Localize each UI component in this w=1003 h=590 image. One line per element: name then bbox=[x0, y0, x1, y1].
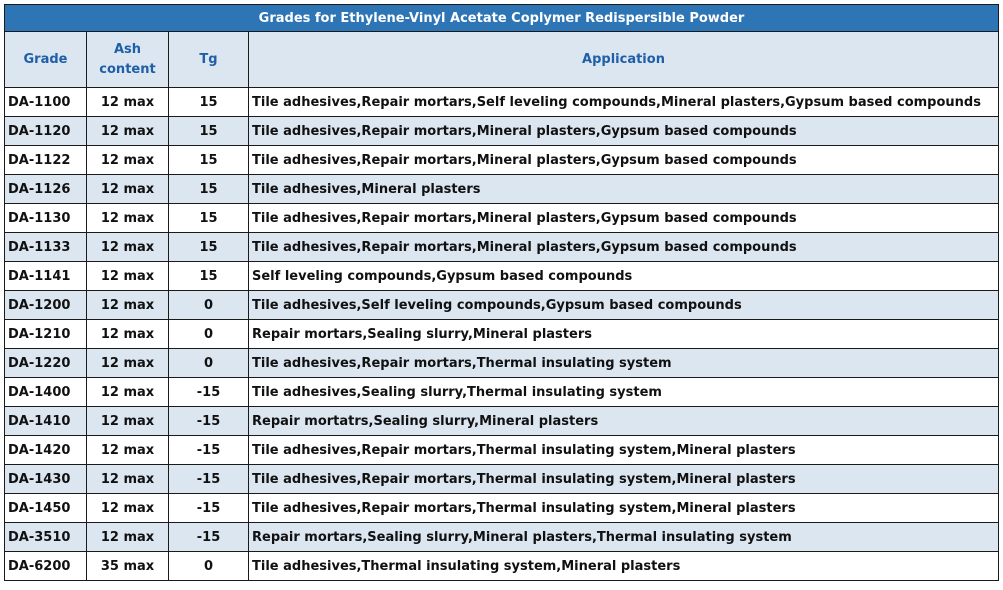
header-ash-line2: content bbox=[99, 61, 156, 77]
table-row bbox=[5, 465, 999, 494]
header-tg: Tg bbox=[169, 32, 249, 88]
cell-tg: -15 bbox=[169, 494, 249, 523]
cell-ash-content: 12 max bbox=[87, 88, 169, 117]
cell-application: Tile adhesives,Mineral plasters bbox=[249, 175, 999, 204]
table-row bbox=[5, 436, 999, 465]
cell-grade: DA-1220 bbox=[5, 349, 87, 378]
cell-application: Repair mortars,Sealing slurry,Mineral plasters bbox=[249, 320, 999, 349]
cell-application: Tile adhesives,Repair mortars,Mineral plasters,Gypsum based compounds bbox=[249, 146, 999, 175]
cell-tg: 15 bbox=[169, 175, 249, 204]
cell-tg: 15 bbox=[169, 88, 249, 117]
cell-tg: 0 bbox=[169, 552, 249, 581]
cell-grade: DA-1210 bbox=[5, 320, 87, 349]
cell-grade: DA-1133 bbox=[5, 233, 87, 262]
cell-ash-content: 12 max bbox=[87, 494, 169, 523]
table-row bbox=[5, 233, 999, 262]
cell-ash-content: 12 max bbox=[87, 262, 169, 291]
cell-application: Repair mortars,Sealing slurry,Mineral plasters,Thermal insulating system bbox=[249, 523, 999, 552]
cell-ash-content: 12 max bbox=[87, 204, 169, 233]
header-grade: Grade bbox=[5, 32, 87, 88]
cell-application: Tile adhesives,Repair mortars,Mineral plasters,Gypsum based compounds bbox=[249, 117, 999, 146]
cell-tg: -15 bbox=[169, 378, 249, 407]
table-row bbox=[5, 175, 999, 204]
table-row bbox=[5, 349, 999, 378]
cell-ash-content: 12 max bbox=[87, 291, 169, 320]
cell-application: Tile adhesives,Repair mortars,Thermal insulating system,Mineral plasters bbox=[249, 436, 999, 465]
cell-tg: -15 bbox=[169, 436, 249, 465]
table-row bbox=[5, 552, 999, 581]
cell-ash-content: 12 max bbox=[87, 175, 169, 204]
table-row bbox=[5, 262, 999, 291]
cell-ash-content: 12 max bbox=[87, 349, 169, 378]
cell-tg: -15 bbox=[169, 407, 249, 436]
cell-tg: 0 bbox=[169, 320, 249, 349]
cell-ash-content: 12 max bbox=[87, 146, 169, 175]
header-application: Application bbox=[249, 32, 999, 88]
table-row bbox=[5, 407, 999, 436]
table-title: Grades for Ethylene-Vinyl Acetate Coplymer Redispersible Powder bbox=[5, 5, 999, 32]
cell-grade: DA-1400 bbox=[5, 378, 87, 407]
header-ash-line1: Ash bbox=[113, 41, 142, 57]
cell-grade: DA-3510 bbox=[5, 523, 87, 552]
table-header-row bbox=[5, 32, 999, 88]
cell-ash-content: 12 max bbox=[87, 465, 169, 494]
cell-grade: DA-1141 bbox=[5, 262, 87, 291]
table-row bbox=[5, 378, 999, 407]
cell-tg: 15 bbox=[169, 262, 249, 291]
cell-application: Tile adhesives,Repair mortars,Thermal insulating system,Mineral plasters bbox=[249, 465, 999, 494]
cell-application: Tile adhesives,Repair mortars,Thermal insulating system,Mineral plasters bbox=[249, 494, 999, 523]
cell-tg: 15 bbox=[169, 233, 249, 262]
table-row bbox=[5, 494, 999, 523]
cell-grade: DA-1120 bbox=[5, 117, 87, 146]
cell-tg: 0 bbox=[169, 291, 249, 320]
cell-ash-content: 12 max bbox=[87, 378, 169, 407]
cell-tg: -15 bbox=[169, 465, 249, 494]
cell-application: Tile adhesives,Repair mortars,Self leveling compounds,Mineral plasters,Gypsum based compounds bbox=[249, 88, 999, 117]
cell-application: Tile adhesives,Sealing slurry,Thermal insulating system bbox=[249, 378, 999, 407]
cell-grade: DA-1410 bbox=[5, 407, 87, 436]
cell-ash-content: 35 max bbox=[87, 552, 169, 581]
grades-table bbox=[4, 4, 999, 581]
table-row bbox=[5, 523, 999, 552]
cell-grade: DA-1450 bbox=[5, 494, 87, 523]
cell-ash-content: 12 max bbox=[87, 233, 169, 262]
cell-ash-content: 12 max bbox=[87, 436, 169, 465]
cell-application: Self leveling compounds,Gypsum based compounds bbox=[249, 262, 999, 291]
cell-ash-content: 12 max bbox=[87, 523, 169, 552]
cell-ash-content: 12 max bbox=[87, 117, 169, 146]
cell-grade: DA-1430 bbox=[5, 465, 87, 494]
table-row bbox=[5, 88, 999, 117]
cell-application: Tile adhesives,Repair mortars,Mineral plasters,Gypsum based compounds bbox=[249, 204, 999, 233]
cell-tg: 0 bbox=[169, 349, 249, 378]
cell-tg: 15 bbox=[169, 204, 249, 233]
table-row bbox=[5, 291, 999, 320]
table-row bbox=[5, 117, 999, 146]
cell-grade: DA-1122 bbox=[5, 146, 87, 175]
header-ash-content bbox=[87, 32, 169, 88]
cell-tg: 15 bbox=[169, 117, 249, 146]
cell-tg: -15 bbox=[169, 523, 249, 552]
cell-grade: DA-1100 bbox=[5, 88, 87, 117]
table-row bbox=[5, 146, 999, 175]
cell-ash-content: 12 max bbox=[87, 320, 169, 349]
cell-grade: DA-1420 bbox=[5, 436, 87, 465]
cell-grade: DA-1200 bbox=[5, 291, 87, 320]
cell-application: Tile adhesives,Repair mortars,Mineral plasters,Gypsum based compounds bbox=[249, 233, 999, 262]
cell-grade: DA-1126 bbox=[5, 175, 87, 204]
cell-application: Tile adhesives,Thermal insulating system,Mineral plasters bbox=[249, 552, 999, 581]
cell-ash-content: 12 max bbox=[87, 407, 169, 436]
cell-application: Tile adhesives,Repair mortars,Thermal insulating system bbox=[249, 349, 999, 378]
cell-grade: DA-1130 bbox=[5, 204, 87, 233]
grades-table-container bbox=[4, 4, 998, 581]
table-row bbox=[5, 320, 999, 349]
cell-application: Repair mortatrs,Sealing slurry,Mineral plasters bbox=[249, 407, 999, 436]
cell-grade: DA-6200 bbox=[5, 552, 87, 581]
cell-application: Tile adhesives,Self leveling compounds,Gypsum based compounds bbox=[249, 291, 999, 320]
table-title-row bbox=[5, 5, 999, 32]
table-body bbox=[5, 88, 999, 581]
table-row bbox=[5, 204, 999, 233]
cell-tg: 15 bbox=[169, 146, 249, 175]
